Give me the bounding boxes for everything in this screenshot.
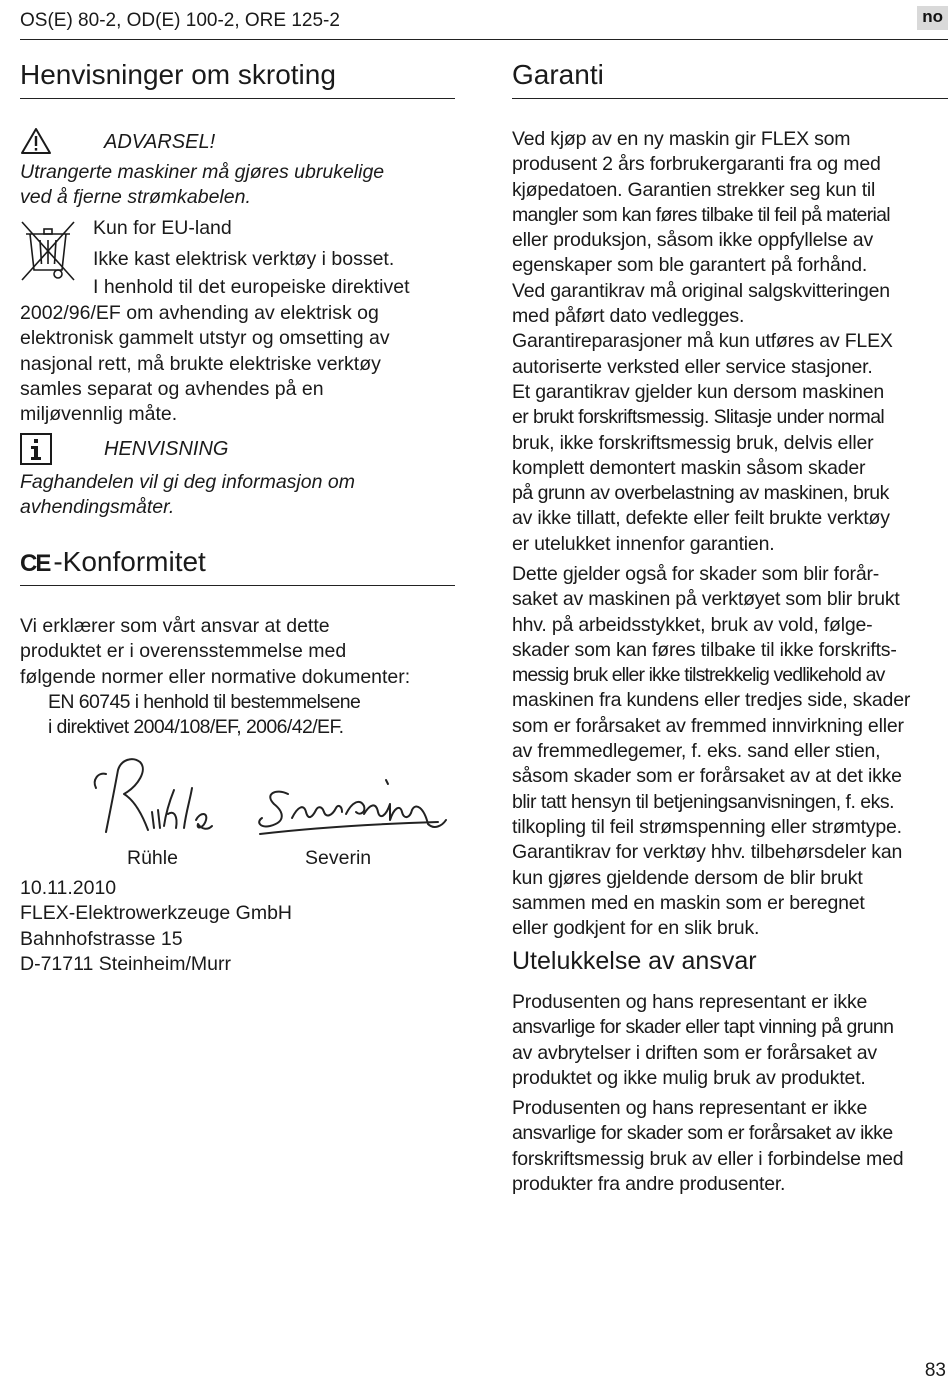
warranty-line: tilkopling til feil strømspenning eller strømtype. bbox=[512, 815, 902, 838]
warranty-line: er utelukket innenfor garantien. bbox=[512, 532, 775, 555]
warranty-line: med påført dato vedlegges. bbox=[512, 305, 745, 328]
warranty-paragraph-1 bbox=[512, 127, 893, 557]
info-icon bbox=[20, 433, 52, 465]
note-label: HENVISNING bbox=[104, 438, 229, 460]
body-line: nasjonal rett, må brukte elektriske verktøy bbox=[20, 352, 381, 375]
liability-line: ansvarlige for skader eller tapt vinning på grunn bbox=[512, 1016, 894, 1039]
date-line: 10.11.2010 bbox=[20, 877, 117, 899]
warning-label: ADVARSEL! bbox=[104, 131, 216, 153]
warranty-heading: Garanti bbox=[512, 59, 604, 90]
warranty-line: eller produksjon, såsom ikke oppfyllelse av bbox=[512, 229, 873, 252]
conformity-heading-rule bbox=[20, 585, 455, 586]
warranty-line: såsom skader som er forårsaket av at det ikke bbox=[512, 765, 902, 788]
header-divider bbox=[20, 39, 948, 40]
disposal-body bbox=[20, 301, 390, 427]
warning-line: ved å fjerne strømkabelen. bbox=[20, 186, 251, 209]
warranty-line: Dette gjelder også for skader som blir forår- bbox=[512, 563, 880, 585]
body-line: 2002/96/EF om avhending av elektrisk og bbox=[20, 302, 379, 324]
warranty-line: hhv. på arbeidsstykket, bruk av vold, følge- bbox=[512, 613, 873, 636]
liability-line: produktet og ikke mulig bruk av produktet. bbox=[512, 1066, 866, 1089]
note-text bbox=[20, 470, 355, 521]
liability-paragraph-1 bbox=[512, 990, 893, 1091]
conformity-body bbox=[20, 614, 410, 690]
warranty-line: autoriserte verksted eller service stasjoner. bbox=[512, 355, 873, 378]
standards-text bbox=[48, 690, 360, 741]
warranty-line: Garantikrav for verktøy hhv. tilbehørsdeler kan bbox=[512, 841, 903, 864]
document-header-title: OS(E) 80-2, OD(E) 100-2, ORE 125-2 bbox=[20, 10, 340, 31]
language-badge: no bbox=[917, 6, 948, 30]
body-line: Vi erklærer som vårt ansvar at dette bbox=[20, 615, 330, 637]
standard-line: i direktivet 2004/108/EF, 2006/42/EF. bbox=[48, 716, 344, 739]
warranty-line: Et garantikrav gjelder kun dersom maskinen bbox=[512, 380, 885, 403]
warning-line: Utrangerte maskiner må gjøres ubrukelige bbox=[20, 161, 385, 183]
body-line: elektronisk gammelt utstyr og omsetting av bbox=[20, 327, 390, 350]
liability-paragraph-2 bbox=[512, 1096, 903, 1197]
body-line: produktet er i overensstemmelse med bbox=[20, 640, 347, 663]
company-address bbox=[20, 876, 292, 977]
crossed-out-bin-icon bbox=[18, 218, 80, 282]
disposal-heading-rule bbox=[20, 98, 455, 99]
standard-line: EN 60745 i henhold til bestemmelsene bbox=[48, 691, 361, 713]
no-household-waste-text: Ikke kast elektrisk verktøy i bosset. bbox=[93, 248, 395, 270]
warranty-line: produsent 2 års forbrukergaranti fra og med bbox=[512, 153, 881, 176]
warranty-line: kun gjøres gjeldende dersom de blir brukt bbox=[512, 866, 863, 889]
warranty-line: er brukt forskriftsmessig. Slitasje under normal bbox=[512, 406, 885, 429]
warning-text bbox=[20, 160, 384, 211]
ce-mark: CE bbox=[20, 550, 50, 577]
note-line: Faghandelen vil gi deg informasjon om bbox=[20, 471, 355, 493]
warranty-line: maskinen fra kundens eller tredjes side, skader bbox=[512, 689, 911, 712]
liability-line: forskriftsmessig bruk av eller i forbindelse med bbox=[512, 1147, 904, 1170]
disposal-heading: Henvisninger om skroting bbox=[20, 59, 336, 90]
warranty-line: Garantireparasjoner må kun utføres av FLEX bbox=[512, 330, 893, 353]
liability-line: produkter fra andre produsenter. bbox=[512, 1172, 786, 1195]
signature-severin-image bbox=[252, 768, 448, 840]
body-line: samles separat og avhendes på en bbox=[20, 377, 324, 400]
eu-only-text: Kun for EU-land bbox=[93, 217, 232, 239]
conformity-heading: -Konformitet bbox=[53, 546, 206, 577]
warranty-line: saket av maskinen på verktøyet som blir brukt bbox=[512, 588, 900, 611]
warranty-line: sammen med en maskin som er beregnet bbox=[512, 891, 865, 914]
company-name: FLEX-Elektrowerkzeuge GmbH bbox=[20, 902, 293, 925]
street-line: Bahnhofstrasse 15 bbox=[20, 927, 183, 950]
warning-triangle-icon bbox=[20, 127, 52, 155]
signatory-severin: Severin bbox=[305, 847, 372, 869]
liability-line: av avbrytelser i driften som er forårsaket av bbox=[512, 1041, 877, 1064]
warranty-line: Ved kjøp av en ny maskin gir FLEX som bbox=[512, 128, 851, 150]
liability-heading: Utelukkelse av ansvar bbox=[512, 947, 757, 975]
warranty-line: av ikke tillatt, defekte eller feilt brukte verktøy bbox=[512, 507, 890, 530]
warranty-heading-rule bbox=[512, 98, 948, 99]
liability-line: Produsenten og hans representant er ikke bbox=[512, 991, 868, 1013]
body-line: følgende normer eller normative dokumenter: bbox=[20, 665, 411, 688]
warranty-paragraph-2 bbox=[512, 562, 910, 941]
warranty-line: egenskaper som ble garantert på forhånd. bbox=[512, 254, 868, 277]
directive-intro-text: I henhold til det europeiske direktivet bbox=[93, 276, 410, 298]
warranty-line: eller godkjent for en slik bruk. bbox=[512, 917, 760, 940]
warranty-line: bruk, ikke forskriftsmessig bruk, delvis eller bbox=[512, 431, 874, 454]
signatory-ruehle: Rühle bbox=[127, 847, 178, 869]
warranty-line: som er forårsaket av fremmed innvirkning eller bbox=[512, 714, 904, 737]
page-number: 83 bbox=[924, 1360, 946, 1381]
warranty-line: mangler som kan føres tilbake til feil på material bbox=[512, 203, 890, 226]
warranty-line: på grunn av overbelastning av maskinen, bruk bbox=[512, 482, 889, 505]
warranty-line: blir tatt hensyn til betjeningsanvisningen, f. eks. bbox=[512, 790, 895, 813]
warranty-line: av fremmedlegemer, f. eks. sand eller stien, bbox=[512, 740, 881, 763]
warranty-line: Ved garantikrav må original salgskvitteringen bbox=[512, 279, 890, 302]
liability-line: ansvarlige for skader som er forårsaket av ikke bbox=[512, 1122, 893, 1145]
signature-ruehle-image bbox=[88, 752, 218, 842]
warranty-line: skader som kan føres tilbake til ikke forskrifts- bbox=[512, 638, 897, 661]
conformity-heading-wrap bbox=[20, 546, 206, 578]
liability-line: Produsenten og hans representant er ikke bbox=[512, 1097, 868, 1119]
warranty-line: messig bruk eller ikke tilstrekkelig vedlikehold av bbox=[512, 664, 885, 687]
warranty-line: kjøpedatoen. Garantien strekker seg kun til bbox=[512, 178, 876, 201]
warranty-line: komplett demontert maskin såsom skader bbox=[512, 456, 866, 479]
body-line: miljøvennlig måte. bbox=[20, 403, 178, 426]
city-line: D-71711 Steinheim/Murr bbox=[20, 952, 231, 975]
note-line: avhendingsmåter. bbox=[20, 496, 175, 519]
